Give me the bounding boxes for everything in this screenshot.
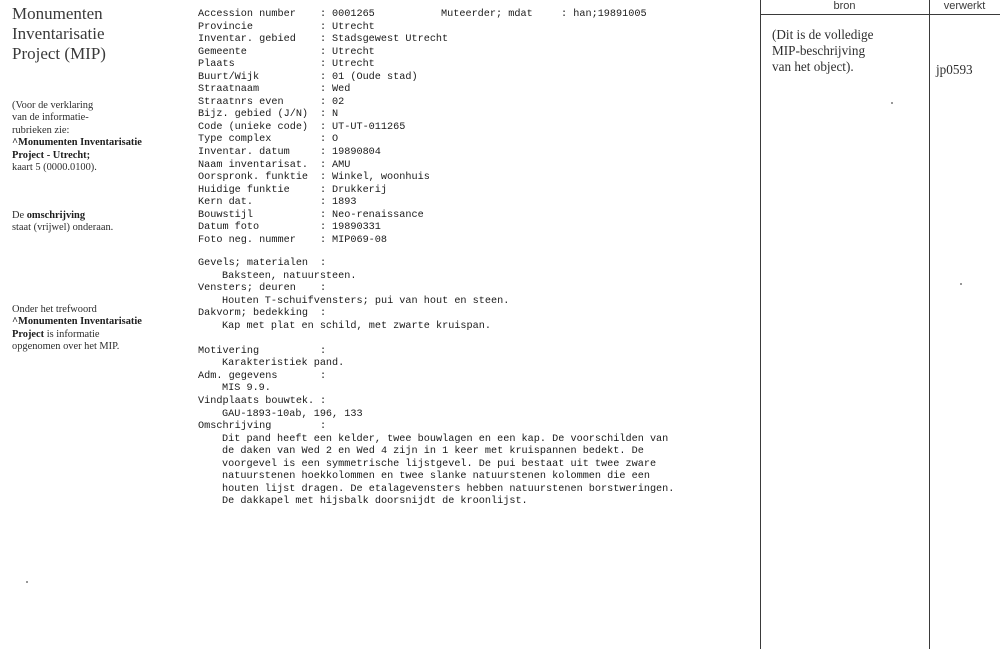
field-separator: : [320, 370, 327, 382]
field-value: 01 (Oude stad) [332, 71, 418, 83]
note-line: (Voor de verklaring [12, 100, 94, 111]
field-separator: : [320, 421, 327, 433]
field-label: Bouwstijl [198, 209, 254, 221]
field-separator: : [320, 396, 327, 408]
record-section [198, 421, 738, 509]
field-label: Muteerder; mdat [441, 9, 533, 20]
section-text-line: MIS 9.9. [222, 383, 271, 395]
section-header [198, 396, 738, 409]
field-label: Straatnrs even [198, 96, 284, 108]
bron-text [772, 27, 922, 75]
field-separator: : [320, 71, 327, 83]
section-text-line: natuurstenen hoekkolommen en twee slanke natuurstenen kolommen die een [222, 471, 650, 483]
field-separator: : [320, 283, 327, 295]
field-separator: : [320, 46, 327, 58]
field-separator: : [320, 172, 327, 184]
note-keyword: Project [12, 328, 45, 340]
field-value: 02 [332, 96, 345, 108]
note-line: staat (vrijwel) onderaan. [12, 222, 114, 234]
record-field-row [198, 222, 448, 235]
bron-header: bron [833, 0, 856, 12]
note-keyword: ^Monumenten Inventarisatie [12, 137, 142, 149]
field-label: Inventar. gebied [198, 34, 296, 46]
field-value: UT-UT-011265 [332, 121, 406, 133]
field-value: 1893 [332, 197, 357, 209]
section-label: Dakvorm; bedekking [198, 308, 309, 320]
record-field-row [198, 185, 448, 198]
record-section [198, 346, 738, 371]
field-label: Huidige funktie [198, 184, 290, 196]
field-value: Winkel, woonhuis [332, 172, 430, 184]
section-label: Vensters; deuren [198, 283, 296, 295]
field-separator: : [320, 222, 327, 234]
section-text-line: houten lijst dragen. De etalagevensters hebben natuurstenen borstweringen. [222, 483, 675, 495]
section-text-line: GAU-1893-10ab, 196, 133 [222, 408, 363, 420]
record-field-row [198, 97, 448, 110]
note-text: De [12, 210, 27, 221]
verwerkt-header: verwerkt [943, 0, 986, 12]
field-label: Gemeente [198, 46, 247, 58]
field-label: Oorspronk. funktie [198, 172, 309, 184]
note-text: is informatie [44, 328, 100, 340]
section-label: Adm. gegevens [198, 370, 278, 382]
record-field-row [198, 84, 448, 97]
field-separator: : [320, 258, 327, 269]
section-header [198, 308, 738, 321]
field-label: Bijz. gebied (J/N) [198, 109, 309, 121]
record-section [198, 258, 738, 283]
section-gap [198, 333, 738, 346]
field-separator: : [320, 308, 327, 320]
section-text-line: De dakkapel met hijsbalk doorsnijdt de kroonlijst. [222, 496, 528, 508]
section-label: Vindplaats bouwtek. [198, 396, 315, 408]
mip-title-line: Project (MIP) [12, 44, 106, 63]
header-rule [760, 14, 1000, 15]
field-label: Datum foto [198, 222, 260, 234]
mip-title-line: Monumenten [12, 4, 103, 23]
section-label: Motivering [198, 345, 260, 357]
bron-line: van het object). [772, 59, 854, 74]
field-separator: : [320, 184, 327, 196]
scan-speck [26, 581, 28, 583]
section-header [198, 421, 738, 434]
section-text-line: Houten T-schuifvensters; pui van hout en steen. [222, 295, 510, 307]
bron-line: MIP-beschrijving [772, 43, 866, 58]
scan-speck [891, 102, 893, 104]
field-label: Kern dat. [198, 197, 254, 209]
field-separator: : [320, 134, 327, 146]
section-text-line: Baksteen, natuursteen. [222, 270, 357, 282]
record-field-row [198, 9, 448, 22]
field-value: 19890804 [332, 147, 381, 159]
section-text-line: Kap met plat en schild, met zwarte kruispan. [222, 320, 491, 332]
field-separator: : [561, 9, 574, 20]
description-location-note [12, 210, 187, 235]
field-value: Utrecht [332, 46, 375, 58]
field-separator: : [320, 147, 327, 159]
column-divider [760, 0, 761, 649]
record-fields [198, 9, 448, 247]
left-info-column [12, 4, 182, 353]
record-section [198, 371, 738, 396]
field-label: Type complex [198, 134, 272, 146]
section-label: Omschrijving [198, 421, 272, 433]
record-field-row [198, 72, 448, 85]
field-value: MIP069-08 [332, 234, 388, 246]
field-value: AMU [332, 159, 351, 171]
section-text-line: Karakteristiek pand. [222, 358, 345, 370]
field-value: Stadsgewest Utrecht [332, 34, 449, 46]
record-sections [198, 258, 738, 509]
mip-title-line: Inventarisatie [12, 24, 105, 43]
field-separator: : [320, 159, 327, 171]
record-field-row [198, 134, 448, 147]
field-value: O [332, 134, 339, 146]
record-field-row [198, 109, 448, 122]
field-label: Provincie [198, 21, 254, 33]
section-text-line: voorgevel is een symmetrische lijstgevel. De pui bestaat uit twee zware [222, 458, 657, 470]
bron-line: (Dit is de volledige [772, 27, 874, 42]
note-keyword: ^Monumenten Inventarisatie [12, 316, 142, 328]
note-line: opgenomen over het MIP. [12, 341, 120, 353]
record-field-row [198, 34, 448, 47]
record-section [198, 308, 738, 333]
field-separator: : [320, 34, 327, 46]
record-field-row [198, 172, 448, 185]
section-header [198, 283, 738, 296]
mutator-field [441, 9, 647, 22]
record-field-row [198, 122, 448, 135]
field-value: Utrecht [332, 59, 375, 71]
note-line: van de informatie- [12, 112, 89, 124]
column-divider [929, 0, 930, 649]
record-section [198, 283, 738, 308]
field-value: Neo-renaissance [332, 209, 424, 221]
field-value: Utrecht [332, 21, 375, 33]
section-label: Gevels; materialen [198, 258, 309, 269]
mip-title [12, 4, 182, 64]
scan-speck [960, 283, 962, 285]
field-separator: : [320, 21, 327, 33]
field-separator: : [320, 96, 327, 108]
note-line: kaart 5 (0000.0100). [12, 162, 97, 174]
record-field-row [198, 197, 448, 210]
field-value: 19890331 [332, 222, 381, 234]
explanation-note [12, 100, 187, 174]
section-header [198, 258, 738, 271]
note-line: rubrieken zie: [12, 124, 70, 136]
record-field-row [198, 235, 448, 248]
field-separator: : [320, 9, 327, 20]
note-keyword: omschrijving [26, 210, 86, 221]
section-text-line: Dit pand heeft een kelder, twee bouwlagen en een kap. De voorschilden van [222, 433, 669, 445]
field-label: Foto neg. nummer [198, 234, 296, 246]
field-separator: : [320, 121, 327, 133]
field-value: han;19891005 [573, 9, 647, 20]
field-value: Wed [332, 84, 351, 96]
record-section [198, 396, 738, 421]
verwerkt-value: jp0593 [936, 62, 973, 77]
record-field-row [198, 160, 448, 173]
field-separator: : [320, 197, 327, 209]
field-label: Buurt/Wijk [198, 71, 260, 83]
field-separator: : [320, 209, 327, 221]
field-separator: : [320, 234, 327, 246]
inventory-record [198, 9, 675, 508]
field-value: Drukkerij [332, 184, 388, 196]
field-value: 0001265 [332, 9, 375, 20]
record-field-row [198, 47, 448, 60]
section-text-line: de daken van Wed 2 en Wed 4 zijn in 1 keer met kruispannen bedekt. De [222, 446, 644, 458]
keyword-note [12, 304, 187, 354]
field-label: Straatnaam [198, 84, 260, 96]
section-header [198, 346, 738, 359]
field-separator: : [320, 345, 327, 357]
note-line: Onder het trefwoord [12, 304, 97, 315]
field-label: Naam inventarisat. [198, 159, 309, 171]
field-separator: : [320, 109, 327, 121]
field-separator: : [320, 59, 327, 71]
field-label: Inventar. datum [198, 147, 290, 159]
field-label: Accession number [198, 9, 296, 20]
field-value: N [332, 109, 339, 121]
record-field-row [198, 210, 448, 223]
record-field-row [198, 22, 448, 35]
field-label: Plaats [198, 59, 235, 71]
section-header [198, 371, 738, 384]
field-label: Code (unieke code) [198, 121, 309, 133]
record-field-row [198, 59, 448, 72]
note-keyword: Project - Utrecht; [12, 149, 91, 161]
record-field-row [198, 147, 448, 160]
field-separator: : [320, 84, 327, 96]
